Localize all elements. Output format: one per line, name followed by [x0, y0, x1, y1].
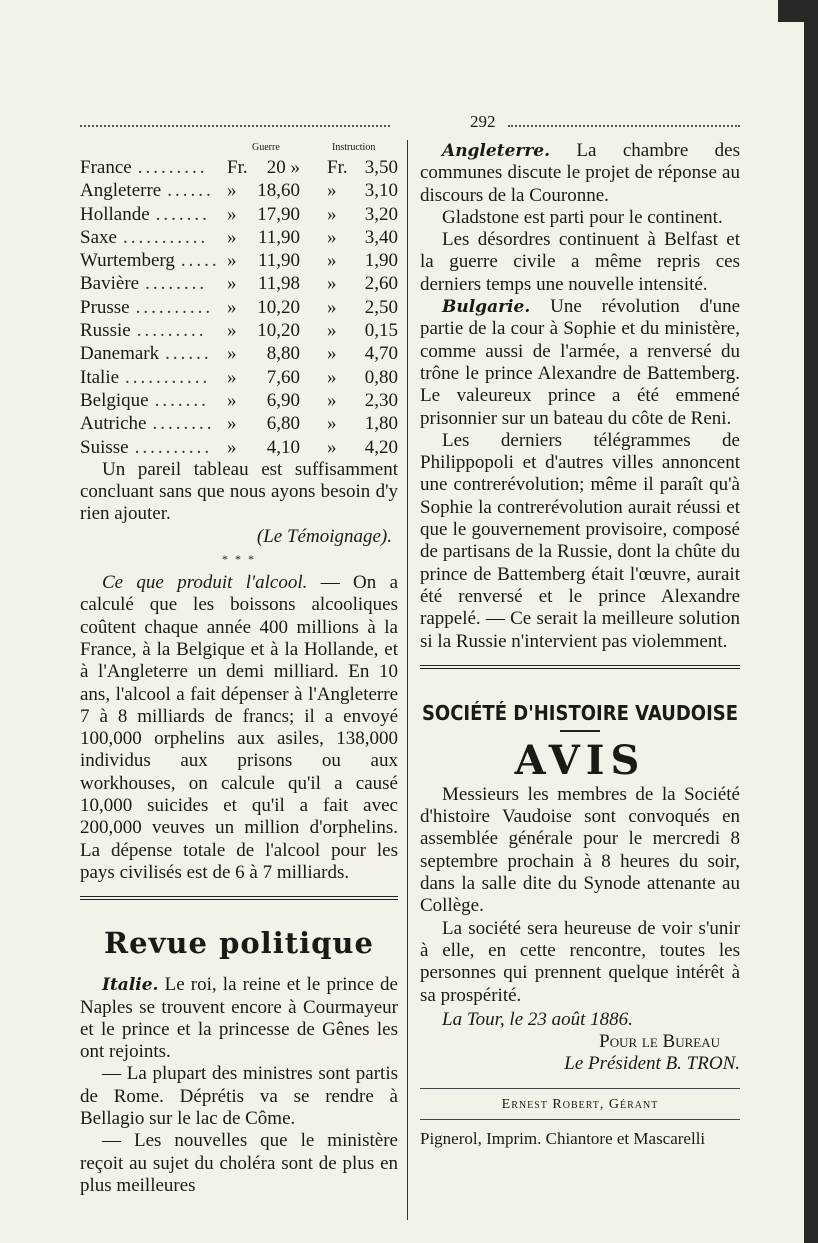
leader-dots: ......... — [136, 320, 207, 342]
footer-rule — [420, 1088, 740, 1089]
instruction-prefix: » — [327, 413, 337, 435]
page-corner-shadow — [778, 0, 818, 22]
instruction-prefix: Fr. — [327, 157, 348, 178]
angleterre-paragraph-2: Gladstone est parti pour le continent. — [442, 206, 723, 228]
leader-dots: ........... — [125, 366, 211, 388]
guerre-prefix: » — [227, 296, 237, 318]
table-row — [80, 319, 398, 342]
left-column — [80, 138, 398, 1197]
country-name: Prusse — [80, 296, 130, 318]
instruction-value: 3,10 — [364, 180, 398, 202]
budget-table — [80, 156, 398, 459]
guerre-prefix: » — [227, 273, 237, 295]
page-header — [80, 112, 740, 132]
instruction-value: 2,50 — [364, 296, 398, 318]
guerre-value: 17,90 — [257, 203, 300, 225]
leader-dots: ........ — [152, 413, 215, 435]
bulgarie-text: Une révolution d'une partie de la cour à Sophie et du ministère, comme aussi de l'armée, a renversé du trône le prince Alexandre de Battemberg. Le valeureux prince a été emmené prisonnier sur un bateau du côte de Reni. — [420, 296, 740, 429]
leader-dots: ...... — [165, 343, 212, 365]
table-row — [80, 179, 398, 202]
table-row — [80, 366, 398, 389]
instruction-prefix: » — [327, 389, 337, 411]
instruction-prefix: » — [327, 250, 337, 272]
table-row — [80, 342, 398, 365]
country-name: Russie — [80, 320, 131, 342]
table-header — [80, 138, 398, 156]
table-row — [80, 436, 398, 459]
table-row — [80, 412, 398, 435]
country-name: Suisse — [80, 436, 129, 458]
angleterre-text: La chambre des communes discute le projet de réponse au discours de la Couronne. — [420, 140, 740, 206]
leader-dots: ........ — [145, 273, 208, 295]
avis-heading: AVIS — [514, 736, 646, 784]
table-row — [80, 156, 398, 179]
guerre-value: 7,60 — [266, 366, 300, 388]
instruction-value: 2,30 — [364, 389, 398, 411]
instruction-value: 3,40 — [364, 226, 398, 248]
instruction-value: 1,80 — [364, 413, 398, 435]
country-name: Hollande — [80, 203, 150, 225]
angleterre-article — [420, 140, 740, 207]
country-name: Saxe — [80, 226, 117, 248]
leader-dots: ......... — [137, 157, 208, 178]
table-row — [80, 249, 398, 272]
guerre-value: 8,80 — [266, 343, 300, 365]
country-name: Angleterre — [80, 180, 162, 202]
page-number: 292 — [470, 112, 496, 131]
date-line: La Tour, le 23 août 1886. — [442, 1008, 633, 1030]
gerant-line: Ernest Robert, Gérant — [501, 1096, 659, 1112]
leader-dots: ...... — [167, 180, 214, 202]
instruction-value: 3,50 — [364, 157, 398, 178]
instruction-prefix: » — [327, 226, 337, 248]
instruction-prefix: » — [327, 436, 337, 458]
guerre-prefix: » — [227, 203, 237, 225]
guerre-value: 11,90 — [257, 250, 300, 272]
guerre-prefix: » — [227, 366, 237, 388]
table-row — [80, 296, 398, 319]
instruction-value: 3,20 — [364, 203, 398, 225]
table-row — [80, 272, 398, 295]
guerre-value: 6,80 — [266, 413, 300, 435]
imprimeur-line: Pignerol, Imprim. Chiantore et Mascarelli — [420, 1128, 706, 1148]
leader-dots: .......... — [134, 436, 213, 458]
table-row — [80, 203, 398, 226]
instruction-prefix: » — [327, 343, 337, 365]
guerre-value: 10,20 — [257, 320, 300, 342]
revue-politique-heading: Revue politique — [104, 926, 374, 961]
guerre-value: 11,98 — [257, 273, 300, 295]
leader-dots: ....... — [154, 389, 209, 411]
footer-rule-2 — [420, 1119, 740, 1120]
instruction-prefix: » — [327, 296, 337, 318]
instruction-value: 0,80 — [364, 366, 398, 388]
col-instruction-label: Instruction — [332, 142, 376, 153]
guerre-value: 10,20 — [257, 296, 300, 318]
country-name: Italie — [80, 366, 120, 388]
guerre-prefix: » — [227, 320, 237, 342]
italie-text: Le roi, la reine et le prince de Naples se trouvent encore à Courmayeur et le prince et la princesse de Gênes les ont rejoints. — [80, 974, 398, 1063]
guerre-value: 18,60 — [257, 180, 300, 202]
table-conclusion: Un pareil tableau est suffisamment concluant sans que nous ayons besoin d'y rien ajouter. — [80, 458, 398, 525]
bulgarie-paragraph-2: Les derniers télégrammes de Philippopoli et d'autres villes annoncent une contrerévolution; même il paraît qu'à Sophie la contrerévolution aurait réussi et que le gouvernement provisoire, composé de partisans de la Russie, dont la chûte du prince de Battemberg était l'œuvre, aurait été renversé et le prince Alexandre rappelé. — Ce serait la meilleure solution si la Russie n'intervient pas violemment. — [420, 429, 740, 652]
leader-dots: ..... — [180, 250, 220, 272]
table-row — [80, 389, 398, 412]
header-rule-left — [80, 125, 390, 127]
country-name: Danemark — [80, 343, 160, 365]
instruction-value: 4,70 — [364, 343, 398, 365]
guerre-prefix: Fr. — [227, 157, 248, 178]
alcool-text: — On a calculé que les boissons alcooliques coûtent chaque année 400 millions à la France, à la Belgique et à la Hollande, et à l'Angleterre un demi milliard. En 10 ans, l'alcool a fait dépenser à l'Angleterre 7 à 8 milliards de francs; il a envoyé 100,000 orphelins aux asiles, 138,000 individus aux prisons ou aux workhouses, on calcule qu'il a causé 10,000 suicides et qu'il a fait avec 200,000 veuves un million d'orphelins. La dépense totale de l'alcool pour les pays civilisés est de 6 à 7 milliards. — [80, 572, 398, 883]
country-name: Wurtemberg — [80, 250, 175, 272]
guerre-prefix: » — [227, 226, 237, 248]
guerre-value: 6,90 — [266, 389, 300, 411]
instruction-value: 4,20 — [364, 436, 398, 458]
avis-paragraph-1: Messieurs les membres de la Société d'histoire Vaudoise sont convoqués en assemblée générale pour le mercredi 8 septembre prochain à 8 heures du soir, dans la salle dite du Synode attenante au Collège. — [420, 783, 740, 917]
president-line: Le Président B. TRON. — [564, 1053, 740, 1075]
instruction-value: 2,60 — [364, 273, 398, 295]
guerre-prefix: » — [227, 343, 237, 365]
right-column — [420, 140, 740, 1150]
bureau-line: Pour le Bureau — [599, 1031, 720, 1053]
source-citation: (Le Témoignage). — [256, 525, 392, 547]
country-name: Belgique — [80, 389, 149, 411]
italie-paragraph-3: — Les nouvelles que le ministère reçoit au sujet du choléra sont de plus en plus meilleures — [80, 1130, 398, 1196]
section-rule — [80, 896, 398, 900]
instruction-value: 0,15 — [364, 320, 398, 342]
guerre-prefix: » — [227, 436, 237, 458]
bulgarie-label: Bulgarie. — [442, 297, 531, 318]
avis-paragraph-2: La société sera heureuse de voir s'unir à elle, en cette rencontre, toutes les personnes qui prennent quelque intérêt à sa prospérité. — [420, 917, 740, 1006]
leader-dots: .......... — [135, 296, 214, 318]
alcool-article — [80, 572, 398, 884]
page-edge-shadow — [804, 0, 818, 1243]
guerre-value: 20 » — [266, 157, 300, 178]
instruction-prefix: » — [327, 320, 337, 342]
country-name: Autriche — [80, 413, 147, 435]
guerre-prefix: » — [227, 389, 237, 411]
instruction-prefix: » — [327, 273, 337, 295]
table-row — [80, 226, 398, 249]
alcool-title: Ce que produit l'alcool. — [102, 572, 308, 594]
short-rule — [560, 730, 600, 732]
guerre-value: 4,10 — [266, 436, 300, 458]
bulgarie-article — [420, 296, 740, 430]
guerre-value: 11,90 — [257, 226, 300, 248]
italie-article — [80, 974, 398, 1063]
guerre-prefix: » — [227, 180, 237, 202]
avis-rule — [420, 665, 740, 669]
column-divider — [407, 140, 408, 1220]
societe-heading: SOCIÉTÉ D'HISTOIRE VAUDOISE — [421, 701, 739, 726]
italie-label: Italie. — [102, 975, 159, 996]
angleterre-paragraph-3: Les désordres continuent à Belfast et la guerre civile a même repris ces derniers temps une nouvelle intensité. — [420, 229, 740, 295]
instruction-prefix: » — [327, 203, 337, 225]
angleterre-label: Angleterre. — [442, 141, 551, 161]
italie-paragraph-2: — La plupart des ministres sont partis de Rome. Déprétis va se rendre à Bellagio sur le lac de Côme. — [80, 1063, 398, 1129]
leader-dots: ....... — [155, 203, 210, 225]
instruction-prefix: » — [327, 180, 337, 202]
guerre-prefix: » — [227, 250, 237, 272]
country-name: Bavière — [80, 273, 140, 295]
instruction-value: 1,90 — [364, 250, 398, 272]
guerre-prefix: » — [227, 413, 237, 435]
col-guerre-label: Guerre — [252, 142, 280, 153]
section-stars: * * * — [222, 552, 256, 567]
instruction-prefix: » — [327, 366, 337, 388]
leader-dots: ........... — [122, 226, 209, 248]
country-name: France — [80, 157, 132, 178]
header-rule-right — [508, 125, 740, 127]
